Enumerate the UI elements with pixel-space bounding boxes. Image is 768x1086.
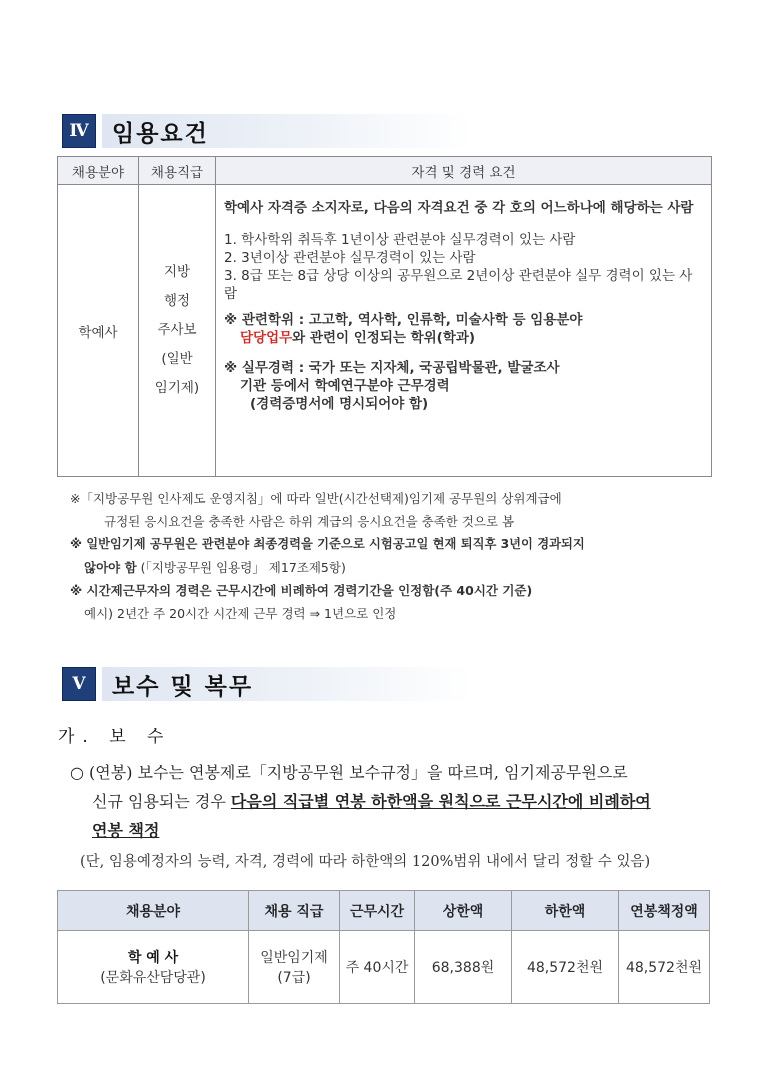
note-line bbox=[70, 556, 720, 579]
rank-line: 임기제) bbox=[154, 380, 200, 396]
note-line: ※ 시간제근무자의 경력은 근무시간에 비례하여 경력기간을 인정함(주 40시간 기준) bbox=[70, 583, 533, 598]
table-row bbox=[58, 931, 710, 1004]
pay-set-cell: 48,572천원 bbox=[619, 931, 710, 1004]
pay-header-set: 연봉책정액 bbox=[619, 891, 710, 931]
pay-line-3-underlined: 연봉 책정 bbox=[92, 821, 160, 840]
pay-lower-cell: 48,572천원 bbox=[512, 931, 619, 1004]
pay-header-field: 채용분야 bbox=[58, 891, 249, 931]
requirement-item: 3. 8급 또는 8급 상당 이상의 공무원으로 2년이상 관련분야 실무 경력이 있는 사람 bbox=[224, 268, 693, 302]
section-4-title: 임용요건 bbox=[102, 114, 472, 148]
note-line: 예시) 2년간 주 20시간 시간제 근무 경력 ⇒ 1년으로 인정 bbox=[84, 606, 397, 621]
degree-note bbox=[224, 311, 703, 347]
pay-header-rank: 채용 직급 bbox=[249, 891, 340, 931]
section-5-numeral: Ⅴ bbox=[62, 667, 96, 701]
note-line: ※「지방공무원 인사제도 운영지침」에 따라 일반(시간선택제)임기제 공무원의 상위계급에 bbox=[70, 491, 562, 506]
pay-upper-cell: 68,388원 bbox=[415, 931, 512, 1004]
note-line: 규정된 응시요건을 충족한 사람은 하위 계급의 응시요건을 충족한 것으로 봄 bbox=[104, 514, 515, 529]
pay-field-cell bbox=[58, 931, 249, 1004]
experience-note bbox=[224, 359, 703, 413]
section-4-numeral: Ⅳ bbox=[62, 114, 96, 148]
rank-line: (일반 bbox=[161, 351, 193, 367]
section-5-header bbox=[62, 667, 472, 701]
pay-paragraph bbox=[70, 758, 720, 845]
pay-field-name: 학 예 사 bbox=[127, 950, 179, 966]
pay-field-dept: (문화유산담당관) bbox=[100, 970, 206, 986]
header-requirements: 자격 및 경력 요건 bbox=[216, 157, 712, 185]
degree-note-highlight: 담당업무 bbox=[240, 330, 293, 346]
section-4-header bbox=[62, 114, 472, 148]
note-bold-part: 않아야 함 bbox=[84, 560, 137, 575]
requirements-intro: 학예사 자격증 소지자로, 다음의 자격요건 중 각 호의 어느하나에 해당하는 사람 bbox=[224, 200, 694, 216]
pay-subtitle: 가. 보 수 bbox=[58, 727, 172, 747]
rank-line: 행정 bbox=[163, 293, 191, 309]
pay-header-upper: 상한액 bbox=[415, 891, 512, 931]
pay-line-1: ○ (연봉) 보수는 연봉제로「지방공무원 보수규정」을 따르며, 임기제공무원으로 bbox=[70, 763, 628, 782]
pay-line-2 bbox=[70, 787, 720, 816]
table-row bbox=[58, 185, 712, 477]
experience-note-line1: ※ 실무경력 : 국가 또는 지자체, 국공립박물관, 발굴조사 bbox=[224, 360, 560, 376]
pay-line-3 bbox=[70, 816, 720, 845]
pay-line-2-underlined: 다음의 직급별 연봉 하한액을 원칙으로 근무시간에 비례하여 bbox=[230, 792, 651, 811]
rank-line: 주사보 bbox=[157, 322, 197, 338]
pay-rank-cell bbox=[249, 931, 340, 1004]
requirements-cell bbox=[216, 185, 712, 477]
requirement-item: 2. 3년이상 관련분야 실무경력이 있는 사람 bbox=[224, 250, 476, 266]
header-field: 채용분야 bbox=[58, 157, 139, 185]
degree-note-text-end: 와 관련이 인정되는 학위(학과) bbox=[292, 330, 476, 346]
degree-note-text: ※ 관련학위 : 고고학, 역사학, 인류학, 미술사학 등 임용분야 bbox=[224, 312, 583, 328]
pay-rank-line1: 일반임기제 bbox=[260, 950, 328, 966]
pay-line-2-text: 신규 임용되는 경우 bbox=[92, 792, 231, 811]
pay-header-hours: 근무시간 bbox=[340, 891, 415, 931]
requirements-table bbox=[57, 156, 712, 477]
experience-note-line3: (경력증명서에 명시되어야 함) bbox=[250, 396, 429, 412]
notes-block bbox=[70, 487, 720, 625]
note-rest: (「지방공무원 임용령」 제17조제5항) bbox=[136, 560, 346, 575]
table-header-row bbox=[58, 157, 712, 185]
section-5-title: 보수 및 복무 bbox=[102, 667, 472, 701]
note-line: ※ 일반임기제 공무원은 관련분야 최종경력을 기준으로 시험공고일 현재 퇴직후 3년이 경과되지 bbox=[70, 537, 585, 551]
pay-condition: (단, 임용예정자의 능력, 자격, 경력에 따라 하한액의 120%범위 내에서 달리 정할 수 있음) bbox=[80, 854, 651, 870]
experience-note-line2: 기관 등에서 학예연구분야 근무경력 bbox=[240, 378, 450, 394]
pay-table-header-row bbox=[58, 891, 710, 931]
pay-rank-line2: (7급) bbox=[277, 970, 311, 986]
pay-table bbox=[57, 890, 710, 1004]
rank-cell bbox=[139, 185, 216, 477]
requirement-item: 1. 학사학위 취득후 1년이상 관련분야 실무경력이 있는 사람 bbox=[224, 232, 576, 248]
pay-hours-cell: 주 40시간 bbox=[340, 931, 415, 1004]
field-cell: 학예사 bbox=[58, 185, 139, 477]
pay-header-lower: 하한액 bbox=[512, 891, 619, 931]
header-rank: 채용직급 bbox=[139, 157, 216, 185]
rank-line: 지방 bbox=[163, 264, 191, 280]
